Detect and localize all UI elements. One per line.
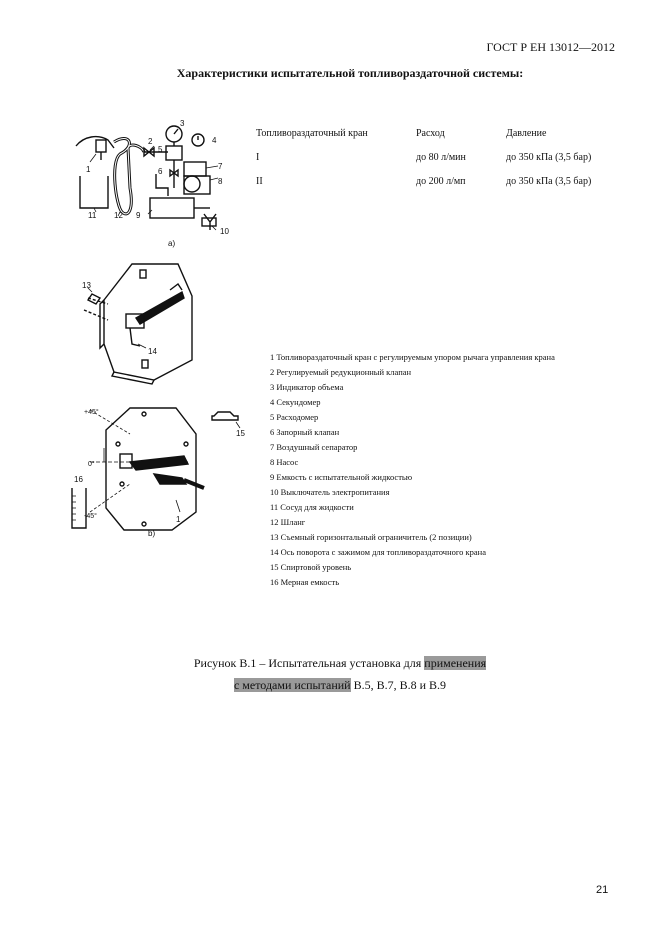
table-header-row (256, 128, 626, 152)
table-cell: I (256, 152, 260, 163)
table-row (256, 152, 626, 176)
table-cell: до 350 кПа (3,5 бар) (506, 152, 592, 163)
callout-a-9: 9 (136, 211, 141, 220)
callout-b-1: 1 (176, 515, 181, 524)
table-header-cell: Топливораздаточный кран (256, 128, 368, 139)
table-header-cell: Давление (506, 128, 547, 139)
callout-a-1: 1 (86, 165, 91, 174)
angle-label-minus45: -45° (84, 513, 97, 520)
legend-item: 8 Насос (270, 457, 299, 467)
page-number: 21 (596, 884, 609, 896)
figure-b-label: b) (148, 529, 156, 538)
fuel-dispenser-table (256, 128, 626, 200)
figure-legend (270, 350, 610, 590)
callout-a-4: 4 (212, 136, 217, 145)
callout-b-15: 15 (236, 429, 245, 438)
figure-b-plate-isometric (74, 256, 214, 386)
legend-item: 5 Расходомер (270, 412, 319, 422)
caption-highlight: с методами испытаний (233, 678, 351, 692)
legend-item: 10 Выключатель электропитания (270, 487, 390, 497)
legend-item: 16 Мерная емкость (270, 577, 340, 587)
callout-b-13: 13 (82, 281, 91, 290)
legend-item: 7 Воздушный сепаратор (270, 442, 358, 452)
figure-a-schematic (70, 118, 250, 248)
legend-item: 13 Съемный горизонтальный ограничитель (2 позиции) (270, 532, 472, 542)
table-cell: до 80 л/мин (416, 152, 466, 163)
legend-item: 6 Запорный клапан (270, 427, 340, 437)
legend-item: 1 Топливораздаточный кран с регулируемым упором рычага управления крана (270, 352, 555, 362)
callout-b-14: 14 (148, 347, 157, 356)
angle-label-zero: 0° (88, 461, 95, 468)
caption-text: Рисунок В.1 – Испытательная установка для (193, 656, 425, 670)
callout-a-8: 8 (218, 177, 223, 186)
legend-item: 4 Секундомер (270, 397, 321, 407)
legend-item: 3 Индикатор объема (270, 382, 344, 392)
callout-b-16: 16 (74, 475, 83, 484)
legend-item: 11 Сосуд для жидкости (270, 502, 354, 512)
figure-a-label: а) (168, 239, 176, 248)
callout-a-6: 6 (158, 167, 163, 176)
legend-item: 9 Емкость с испытательной жидкостью (270, 472, 413, 482)
callout-a-2: 2 (148, 137, 153, 146)
legend-item: 12 Шланг (270, 517, 306, 527)
caption-highlight: применения (424, 656, 487, 670)
legend-item: 2 Регулируемый редукционный клапан (270, 367, 412, 377)
caption-text: В.5, В.7, В.8 и В.9 (350, 678, 447, 692)
callout-a-5: 5 (158, 145, 163, 154)
callout-a-10: 10 (220, 227, 229, 236)
caption-line-1 (90, 652, 590, 674)
caption-line-2 (90, 674, 590, 696)
table-cell: до 350 кПа (3,5 бар) (506, 176, 592, 187)
table-row (256, 176, 626, 200)
angle-label-plus45: +45° (84, 409, 99, 416)
section-heading: Характеристики испытательной топливораздаточной системы: (176, 66, 524, 80)
table-header-cell: Расход (416, 128, 445, 139)
callout-a-11: 11 (88, 211, 97, 220)
callout-a-7: 7 (218, 162, 223, 171)
table-cell: до 200 л/мп (416, 176, 466, 187)
document-header: ГОСТ Р ЕН 13012—2012 (486, 40, 615, 54)
figure-b-front-view (64, 400, 264, 540)
legend-item: 15 Спиртовой уровень (270, 562, 352, 572)
callout-a-3: 3 (180, 119, 185, 128)
callout-a-12: 12 (114, 211, 123, 220)
legend-item: 14 Ось поворота с зажимом для топливораздаточного крана (270, 547, 486, 557)
table-cell: II (256, 176, 263, 187)
figure-caption (90, 652, 590, 696)
